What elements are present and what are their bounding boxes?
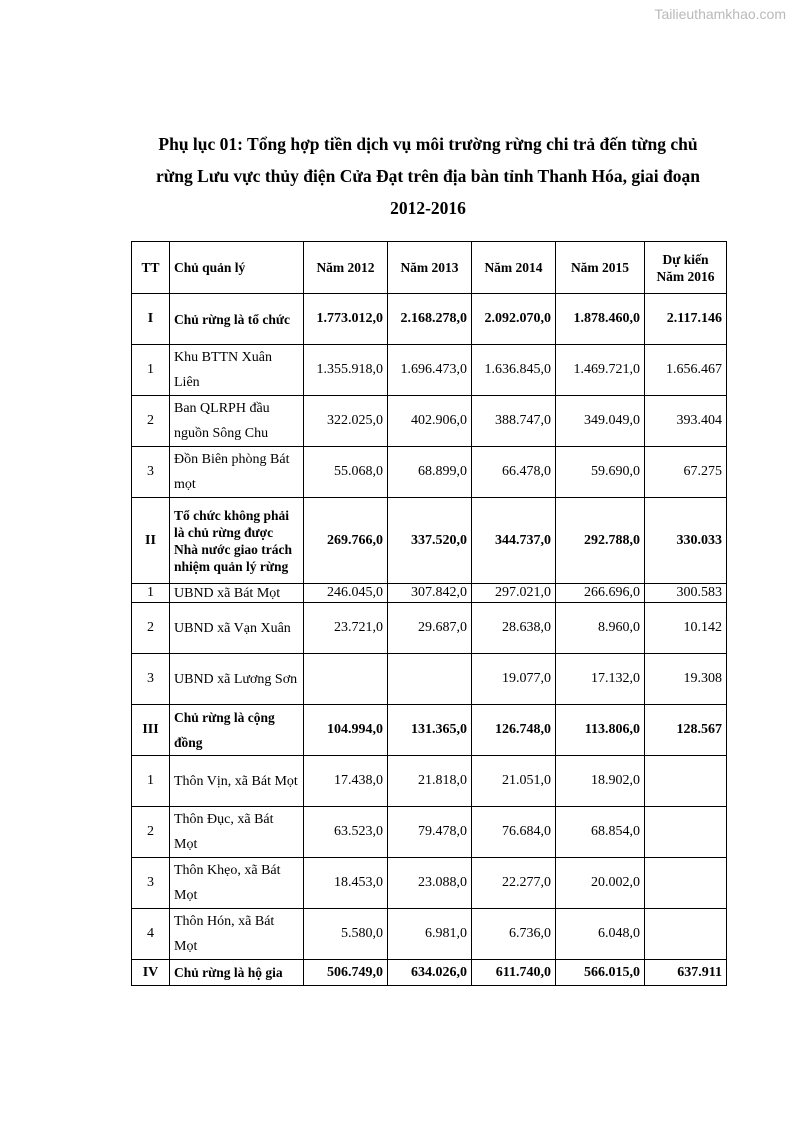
row-2013: 2.168.278,0 [388, 294, 472, 345]
table-row [132, 603, 727, 654]
row-2016: 300.583 [645, 584, 727, 603]
row-2013: 402.906,0 [388, 396, 472, 447]
row-2014: 126.748,0 [472, 705, 556, 756]
row-2012: 1.355.918,0 [304, 345, 388, 396]
row-tt: 2 [132, 603, 170, 654]
row-2013: 29.687,0 [388, 603, 472, 654]
row-tt: III [132, 705, 170, 756]
header-2016 [645, 242, 727, 294]
table-row [132, 345, 727, 396]
row-2014: 1.636.845,0 [472, 345, 556, 396]
row-tt: 2 [132, 396, 170, 447]
row-owner: Thôn Đục, xã Bát Mọt [170, 807, 304, 858]
row-2015: 59.690,0 [556, 447, 645, 498]
row-2014: 22.277,0 [472, 858, 556, 909]
row-owner: Chủ rừng là cộng đồng [170, 705, 304, 756]
row-2012: 5.580,0 [304, 909, 388, 960]
row-2016: 393.404 [645, 396, 727, 447]
row-2016: 637.911 [645, 960, 727, 986]
row-2013: 68.899,0 [388, 447, 472, 498]
row-owner: UBND xã Vạn Xuân [170, 603, 304, 654]
row-2016: 19.308 [645, 654, 727, 705]
row-tt: 1 [132, 345, 170, 396]
title-line-3: 2012-2016 [390, 198, 466, 218]
row-tt: 2 [132, 807, 170, 858]
header-2013: Năm 2013 [388, 242, 472, 294]
row-2013: 634.026,0 [388, 960, 472, 986]
row-2013: 1.696.473,0 [388, 345, 472, 396]
header-2012: Năm 2012 [304, 242, 388, 294]
table-row [132, 858, 727, 909]
header-2016-line2: Năm 2016 [656, 268, 715, 284]
row-2012: 1.773.012,0 [304, 294, 388, 345]
row-2016: 1.656.467 [645, 345, 727, 396]
title-line-2: rừng Lưu vực thủy điện Cửa Đạt trên địa bàn tỉnh Thanh Hóa, giai đoạn [156, 166, 700, 186]
row-2015: 1.469.721,0 [556, 345, 645, 396]
row-2013: 79.478,0 [388, 807, 472, 858]
table-row [132, 294, 727, 345]
header-owner: Chủ quản lý [170, 242, 304, 294]
header-2016-line1: Dự kiến [662, 251, 709, 267]
row-2015: 266.696,0 [556, 584, 645, 603]
row-owner: UBND xã Lương Sơn [170, 654, 304, 705]
table-row [132, 705, 727, 756]
payment-table [131, 241, 727, 986]
row-tt: 3 [132, 447, 170, 498]
header-2015: Năm 2015 [556, 242, 645, 294]
table-row [132, 654, 727, 705]
row-owner: Thôn Khẹo, xã Bát Mọt [170, 858, 304, 909]
row-2015: 17.132,0 [556, 654, 645, 705]
row-tt: 4 [132, 909, 170, 960]
table-row [132, 396, 727, 447]
row-2012: 104.994,0 [304, 705, 388, 756]
row-tt: II [132, 498, 170, 584]
row-2016: 2.117.146 [645, 294, 727, 345]
row-2015: 349.049,0 [556, 396, 645, 447]
header-tt: TT [132, 242, 170, 294]
row-owner: Chủ rừng là hộ gia [170, 960, 304, 986]
row-2015: 18.902,0 [556, 756, 645, 807]
row-owner: UBND xã Bát Mọt [170, 584, 304, 603]
row-tt: 3 [132, 858, 170, 909]
row-2014: 297.021,0 [472, 584, 556, 603]
row-2012: 322.025,0 [304, 396, 388, 447]
table-row [132, 584, 727, 603]
table-header-row [132, 242, 727, 294]
row-2013: 131.365,0 [388, 705, 472, 756]
row-2015: 6.048,0 [556, 909, 645, 960]
row-2015: 8.960,0 [556, 603, 645, 654]
title-line-1: Phụ lục 01: Tổng hợp tiền dịch vụ môi trường rừng chi trả đến từng chủ [158, 134, 698, 154]
row-2012: 63.523,0 [304, 807, 388, 858]
row-2013: 307.842,0 [388, 584, 472, 603]
row-2012: 17.438,0 [304, 756, 388, 807]
row-2014: 388.747,0 [472, 396, 556, 447]
row-owner: Thôn Vịn, xã Bát Mọt [170, 756, 304, 807]
row-2012: 55.068,0 [304, 447, 388, 498]
row-2014: 344.737,0 [472, 498, 556, 584]
row-2014: 28.638,0 [472, 603, 556, 654]
page-title [128, 128, 728, 224]
row-owner: Ban QLRPH đầu nguồn Sông Chu [170, 396, 304, 447]
watermark: Tailieuthamkhao.com [654, 6, 786, 22]
row-2015: 113.806,0 [556, 705, 645, 756]
table-row [132, 909, 727, 960]
row-2016 [645, 858, 727, 909]
row-2013: 337.520,0 [388, 498, 472, 584]
table-row [132, 498, 727, 584]
row-2014: 66.478,0 [472, 447, 556, 498]
row-2015: 566.015,0 [556, 960, 645, 986]
row-owner: Tổ chức không phải là chủ rừng được Nhà nước giao trách nhiệm quản lý rừng [170, 498, 304, 584]
row-2016: 10.142 [645, 603, 727, 654]
row-2016 [645, 807, 727, 858]
row-2014: 611.740,0 [472, 960, 556, 986]
row-2012: 506.749,0 [304, 960, 388, 986]
row-tt: IV [132, 960, 170, 986]
row-owner: Chủ rừng là tổ chức [170, 294, 304, 345]
row-2014: 6.736,0 [472, 909, 556, 960]
row-owner: Khu BTTN Xuân Liên [170, 345, 304, 396]
row-2012: 18.453,0 [304, 858, 388, 909]
row-2016: 128.567 [645, 705, 727, 756]
row-owner: Thôn Hón, xã Bát Mọt [170, 909, 304, 960]
row-2015: 1.878.460,0 [556, 294, 645, 345]
row-2016: 67.275 [645, 447, 727, 498]
row-2016: 330.033 [645, 498, 727, 584]
row-2013: 21.818,0 [388, 756, 472, 807]
row-2015: 292.788,0 [556, 498, 645, 584]
row-2014: 19.077,0 [472, 654, 556, 705]
row-2012 [304, 654, 388, 705]
row-2013 [388, 654, 472, 705]
row-2015: 68.854,0 [556, 807, 645, 858]
row-2016 [645, 756, 727, 807]
row-2015: 20.002,0 [556, 858, 645, 909]
table-row [132, 756, 727, 807]
table-row [132, 807, 727, 858]
row-2014: 2.092.070,0 [472, 294, 556, 345]
row-owner: Đồn Biên phòng Bát mọt [170, 447, 304, 498]
row-tt: 3 [132, 654, 170, 705]
header-2014: Năm 2014 [472, 242, 556, 294]
row-2012: 246.045,0 [304, 584, 388, 603]
row-2012: 269.766,0 [304, 498, 388, 584]
row-tt: 1 [132, 756, 170, 807]
row-2014: 21.051,0 [472, 756, 556, 807]
row-tt: 1 [132, 584, 170, 603]
row-2013: 23.088,0 [388, 858, 472, 909]
row-2014: 76.684,0 [472, 807, 556, 858]
table-row [132, 960, 727, 986]
row-2016 [645, 909, 727, 960]
row-tt: I [132, 294, 170, 345]
table-row [132, 447, 727, 498]
row-2013: 6.981,0 [388, 909, 472, 960]
row-2012: 23.721,0 [304, 603, 388, 654]
